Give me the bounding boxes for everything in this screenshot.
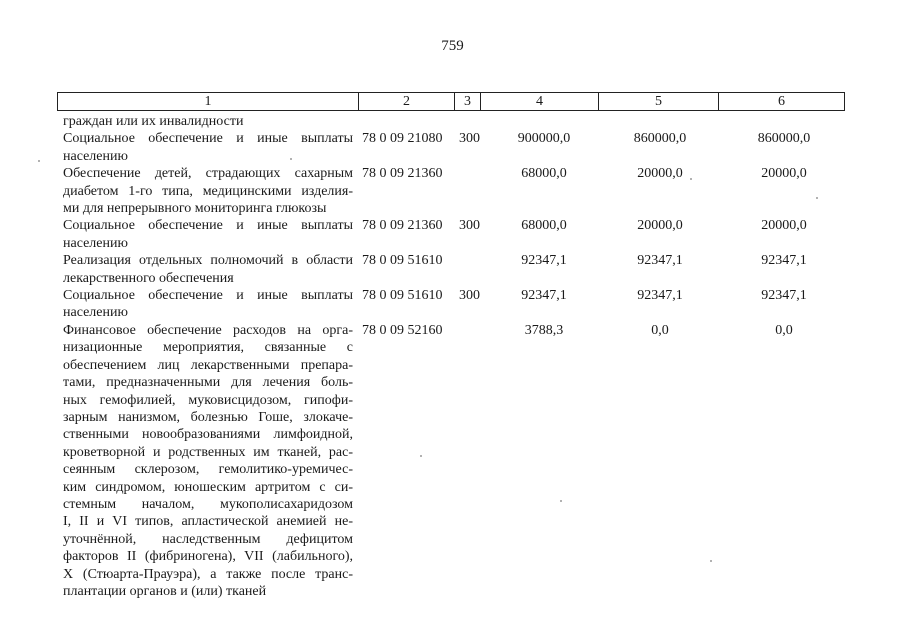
- description-line: Реализация отдельных полномочий в области: [63, 253, 353, 269]
- scan-speck: [38, 160, 40, 162]
- description-line: населению: [63, 305, 128, 321]
- continuation-text: граждан или их инвалидности: [63, 114, 244, 129]
- row-code: 78 0 09 21360: [362, 166, 443, 182]
- description-line: тами, предназначенными для лечения боль-: [63, 375, 353, 391]
- table-row: [0, 165, 905, 217]
- row-value-col5: 92347,1: [637, 288, 683, 304]
- description-line: лекарственного обеспечения: [63, 270, 234, 286]
- header-col-6: 6: [778, 94, 785, 109]
- description-line: факторов II (фибриногена), VII (лабильного),: [63, 549, 353, 565]
- row-value-col5: 92347,1: [637, 253, 683, 269]
- description-line: Социальное обеспечение и иные выплаты: [63, 131, 353, 147]
- description-line: Обеспечение детей, страдающих сахарным: [63, 166, 353, 182]
- header-col-2: 2: [359, 93, 455, 110]
- scan-speck: [290, 158, 292, 160]
- row-value-col4: 68000,0: [521, 218, 567, 234]
- continuation-row: [0, 113, 905, 130]
- description-line: I, II и VI типов, апластической анемией не-: [63, 514, 353, 530]
- header-col-1: 1: [58, 93, 359, 110]
- row-value-col6: 0,0: [775, 322, 793, 338]
- row-expense-type: 300: [459, 131, 480, 147]
- row-description: [63, 322, 353, 601]
- scan-speck: [560, 500, 562, 502]
- header-col-5: 5: [599, 93, 719, 110]
- header-col-4: 4: [481, 93, 599, 110]
- row-value-col6: 20000,0: [761, 166, 807, 182]
- table-row: [0, 130, 905, 165]
- description-line: обеспечением лиц лекарственными препара-: [63, 357, 353, 373]
- description-line: населению: [63, 235, 128, 251]
- description-line: ственными новообразованиями лимфоидной,: [63, 427, 353, 443]
- row-value-col6: 92347,1: [761, 253, 807, 269]
- row-expense-type: 300: [459, 218, 480, 234]
- description-line: диабетом 1-го типа, медицинскими изделия-: [63, 183, 353, 199]
- description-line: уточнённой, наследственным дефицитом: [63, 531, 353, 547]
- row-value-col4: 68000,0: [521, 166, 567, 182]
- description-line: Финансовое обеспечение расходов на орга-: [63, 322, 353, 338]
- description-line: сеянным склерозом, гемолитико-уремичес-: [63, 462, 353, 478]
- description-line: ных гемофилией, муковисцидозом, гипофи-: [63, 392, 353, 408]
- row-code: 78 0 09 51610: [362, 253, 443, 269]
- page-number: 759: [441, 38, 464, 54]
- row-code: 78 0 09 52160: [362, 322, 443, 338]
- description-line: Социальное обеспечение и иные выплаты: [63, 218, 353, 234]
- table-row: [0, 252, 905, 287]
- scan-speck: [420, 455, 422, 457]
- table-row: [0, 322, 905, 601]
- description-line: стемным началом, мукополисахаридозом: [63, 496, 353, 512]
- header-col-3: 3: [455, 93, 481, 110]
- row-value-col5: 860000,0: [633, 131, 687, 147]
- row-value-col5: 20000,0: [637, 166, 683, 182]
- row-value-col5: 20000,0: [637, 218, 683, 234]
- row-value-col4: 900000,0: [517, 131, 571, 147]
- row-value-col4: 3788,3: [524, 322, 564, 338]
- scan-speck: [816, 197, 818, 199]
- table-header-row: [57, 92, 845, 111]
- row-description: [63, 165, 353, 217]
- description-line: ми для непрерывного мониторинга глюкозы: [63, 201, 327, 217]
- row-code: 78 0 09 51610: [362, 288, 443, 304]
- row-description: [63, 130, 353, 165]
- row-code: 78 0 09 21080: [362, 131, 443, 147]
- row-value-col6: 860000,0: [757, 131, 811, 147]
- row-value-col6: 20000,0: [761, 218, 807, 234]
- row-value-col5: 0,0: [651, 322, 669, 338]
- row-value-col4: 92347,1: [521, 288, 567, 304]
- row-value-col4: 92347,1: [521, 253, 567, 269]
- table-row: [0, 287, 905, 322]
- description-line: X (Стюарта-Прауэра), а также после транс-: [63, 566, 353, 582]
- description-line: плантации органов и (или) тканей: [63, 583, 267, 599]
- scan-speck: [690, 178, 692, 180]
- description-line: населению: [63, 148, 128, 164]
- scan-speck: [710, 560, 712, 562]
- description-line: зарным нанизмом, болезнью Гоше, злокаче-: [63, 409, 353, 425]
- description-line: ким синдромом, юношеским артритом с си-: [63, 479, 353, 495]
- row-expense-type: 300: [459, 288, 480, 304]
- description-line: Социальное обеспечение и иные выплаты: [63, 288, 353, 304]
- description-line: низационные мероприятия, связанные с: [63, 340, 353, 356]
- table-row: [0, 217, 905, 252]
- row-description: [63, 252, 353, 287]
- description-line: кроветворной и родственных им тканей, рас-: [63, 444, 353, 460]
- row-description: [63, 217, 353, 252]
- table-body: [0, 113, 905, 600]
- row-value-col6: 92347,1: [761, 288, 807, 304]
- row-code: 78 0 09 21360: [362, 218, 443, 234]
- row-description: [63, 287, 353, 322]
